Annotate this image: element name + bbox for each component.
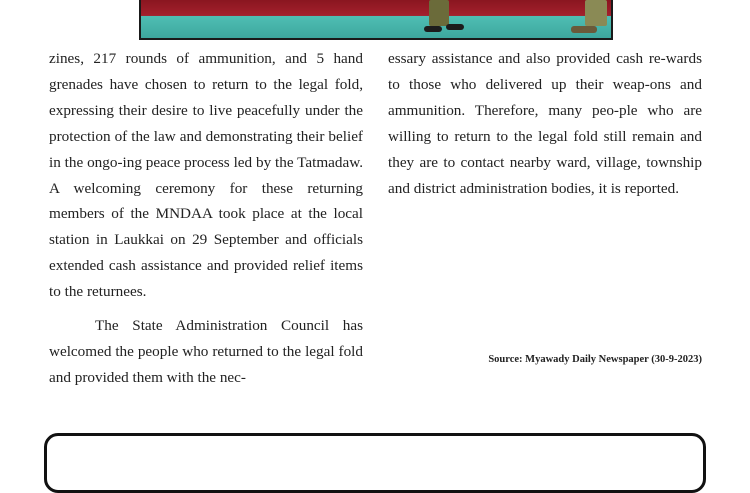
article-paragraph-2: The State Administration Council has welcomed the people who returned to the legal fold and provided them with the nec- [49,317,363,386]
photo-shoe-left-2 [446,24,464,30]
ceremony-photo [139,0,613,40]
article-paragraph-3: essary assistance and also provided cash re-wards to those who delivered up their weap-ons and ammunition. Therefore, many peo-ple who are willing to return to the legal fold still remain and they are to contact nearby ward, village, township and district administration bodies, it is reported. [388,50,702,197]
photo-shoe-right [571,26,597,33]
article-left-column [49,46,363,391]
photo-figure-left [429,0,449,26]
article-source: Source: Myawady Daily Newspaper (30-9-2023) [488,354,702,365]
photo-figure-right [585,0,607,26]
article-paragraph-1: zines, 217 rounds of ammunition, and 5 hand grenades have chosen to return to the legal fold, expressing their desire to live peacefully under the protection of the law and demonstrating their belief in the ongo-ing peace process led by the Tatmadaw. A welcoming ceremony for these returning members of the MNDAA took place at the local station in Laukkai on 29 September and officials extended cash assistance and provided relief items to the returnees. [49,50,363,301]
bottom-frame-box [44,433,706,493]
photo-floor [141,16,611,38]
article-right-column [388,46,702,201]
photo-shoe-left [424,26,442,32]
